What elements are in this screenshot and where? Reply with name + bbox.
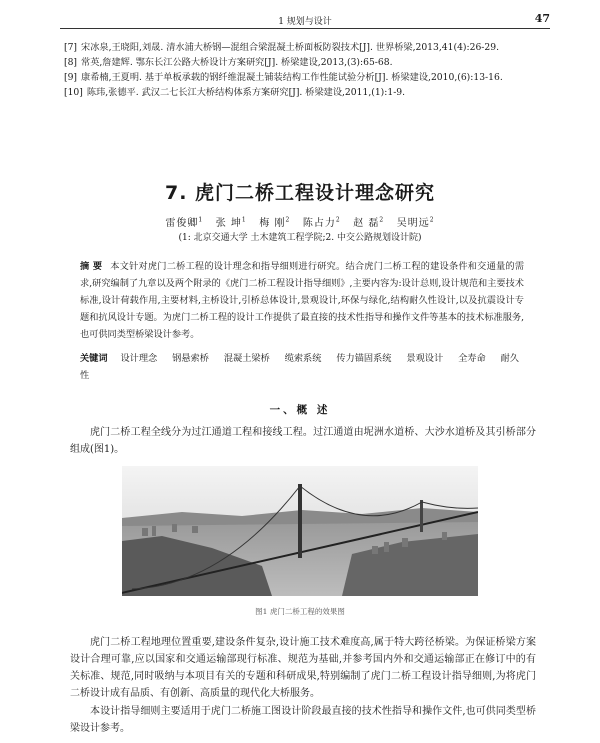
author-affiliation-mark: 1 (198, 216, 204, 224)
reference-text: 陈玮,张德平. 武汉二七长江大桥结构体系方案研究[J]. 桥梁建设,2011,(1):1-9. (86, 87, 406, 98)
author-name: 赵 磊 (353, 218, 380, 229)
reference-text: 宋冰泉,王晓阳,刘晟. 清水浦大桥钢—混组合梁混凝土桥面板防裂技术[J]. 世界桥梁,2013,41(4):26-29. (81, 42, 500, 53)
section-heading: 一、概 述 (269, 404, 331, 416)
keyword: 传力锚固系统 (336, 353, 392, 364)
author-name: 吴明远 (396, 218, 430, 229)
article-title: 7. 虎门二桥工程设计理念研究 (164, 182, 436, 204)
reference-item (64, 40, 552, 55)
author-name: 梅 刚 (259, 218, 286, 229)
intro-paragraph: 虎门二桥工程全线分为过江通道工程和接线工程。过江通道由坭洲水道桥、大沙水道桥及其引桥部分组成(图1)。 (70, 427, 536, 455)
keyword: 混凝土梁桥 (223, 353, 270, 364)
author-name: 雷俊卿 (165, 218, 199, 229)
reference-item (64, 55, 552, 70)
page-number: 47 (534, 12, 550, 25)
author-affiliation-mark: 1 (241, 216, 247, 224)
keywords (80, 350, 524, 384)
reference-text: 康希楠,王夏明. 基于单板承载的钢纤维混凝土铺装结构工作性能试验分析[J]. 桥梁建设,2010,(6):13-16. (81, 72, 503, 83)
author-affiliation-mark: 2 (335, 216, 341, 224)
author-affiliation-mark: 2 (379, 216, 385, 224)
figure-tower (420, 500, 423, 532)
abstract-text: 本文针对虎门二桥工程的设计理念和指导细则进行研究。结合虎门二桥工程的建设条件和交通量的需求,研究编制了九章以及两个附录的《虎门二桥工程设计指导细则》,主要内容为:设计总则,设计规范和主要技术标准,设计荷载作用,主要材料,主桥设计,引桥总体设计,景观设计,环保与绿化,结构耐久性设计,以及抗震设计专题和抗风设计专题。为虎门二桥工程的设计工作提供了最直接的技术性指导和操作文件等基本的技术标准服务,也可供同类型桥梁设计参考。 (80, 261, 525, 340)
reference-number: [9] (64, 72, 78, 83)
running-header (60, 12, 550, 29)
bridge-rendering-figure (122, 466, 478, 596)
keyword: 耐久性 (80, 353, 519, 381)
keyword: 设计理念 (120, 353, 158, 364)
reference-text: 常英,詹建辉. 鄂东长江公路大桥设计方案研究[J]. 桥梁建设,2013,(3):65-68. (81, 57, 393, 68)
keywords-label: 关键词 (80, 353, 108, 364)
author-affiliation-mark: 2 (285, 216, 291, 224)
author-list (0, 214, 600, 229)
body-paragraph: 虎门二桥工程地理位置重要,建设条件复杂,设计施工技术难度高,属于特大跨径桥梁。为保证桥梁方案设计合理可靠,应以国家和交通运输部现行标准、规范为基础,并参考国内外和交通运输部正在修订中的有关标准、规范,同时吸纳与本项目有关的专题和科研成果,特别编制了虎门二桥工程设计指导细则,为将虎门二桥设计成有品质、有创新、高质量的现代化大桥服务。 (70, 637, 536, 699)
body-paragraph: 本设计指导细则主要适用于虎门二桥施工图设计阶段最直接的技术性指导和操作文件,也可供同类型桥梁设计参考。 (70, 706, 536, 734)
keyword: 全寿命 (458, 353, 486, 364)
figure-tower (298, 484, 302, 558)
figure-caption: 图1 虎门二桥工程的效果图 (255, 607, 345, 616)
header-section-title: 1 规划与设计 (278, 17, 332, 27)
abstract-label: 摘 要 (80, 261, 103, 272)
keyword: 钢悬索桥 (172, 353, 209, 364)
reference-number: [8] (64, 57, 78, 68)
keyword: 景观设计 (406, 353, 444, 364)
affiliation: (1: 北京交通大学 土木建筑工程学院;2. 中交公路规划设计院) (178, 233, 422, 243)
reference-number: [7] (64, 42, 78, 53)
reference-list (64, 40, 552, 100)
reference-item (64, 70, 552, 85)
reference-number: [10] (64, 87, 83, 98)
author-affiliation-mark: 2 (429, 216, 435, 224)
author-name: 张 坤 (215, 218, 242, 229)
abstract (80, 258, 524, 343)
keyword: 缆索系统 (284, 353, 322, 364)
author-name: 陈占力 (302, 218, 336, 229)
reference-item (64, 85, 552, 100)
